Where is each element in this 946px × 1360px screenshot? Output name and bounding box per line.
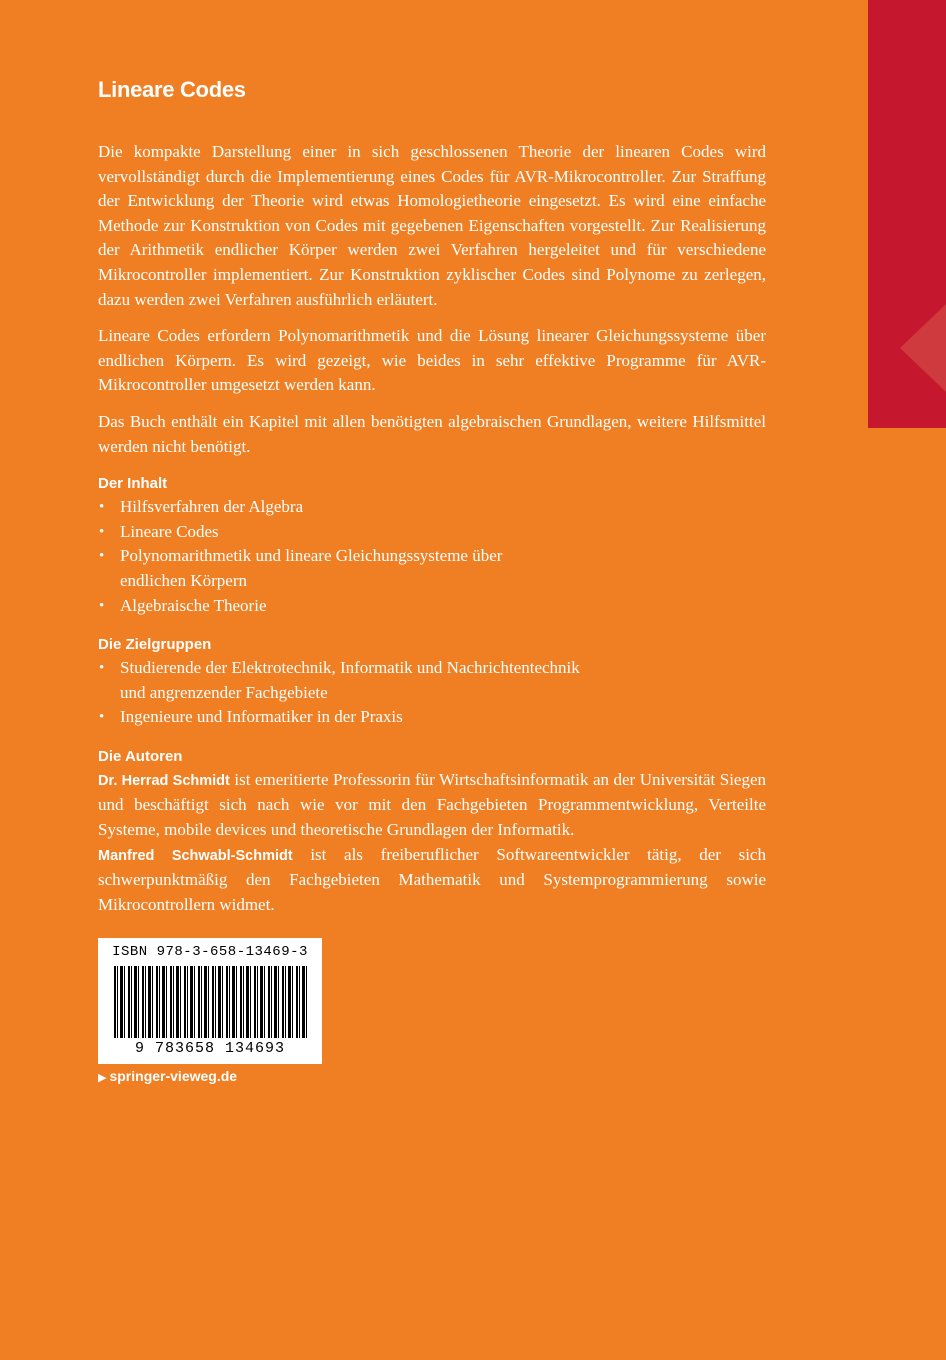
bullet-icon: •: [99, 709, 105, 726]
target-groups-heading: Die Zielgruppen: [98, 636, 212, 654]
bullet-icon: •: [99, 548, 105, 565]
bullet-icon: •: [99, 523, 105, 540]
barcode-bars: [114, 966, 310, 1038]
description-paragraph-2: Lineare Codes erfordern Polynomarithmetik und die Lösung linearer Gleichungssysteme über endlichen Körpern. Es wird gezeigt, wie beides in sehr effektive Programme für AVR-Mikrocontroller umgesetzt werden kann.: [98, 326, 766, 395]
list-item: • Polynomarithmetik und lineare Gleichungssysteme über endlichen Körpern: [99, 546, 503, 590]
author-2-name: Manfred Schwabl-Schmidt: [98, 847, 293, 864]
list-item: • Studierende der Elektrotechnik, Informatik und Nachrichtentechnik und angrenzender Fachgebiete: [99, 658, 580, 702]
book-title: Lineare Codes: [98, 77, 246, 102]
author-1-bio: [98, 768, 766, 843]
description-paragraph-1: Die kompakte Darstellung einer in sich geschlossenen Theorie der linearen Codes wird vervollständigt durch die Implementierung eines Codes für AVR-Mikrocontroller. Zur Straffung der Entwicklung der Theorie wird etwas Homologietheorie eingesetzt. Es wird eine einfache Methode zur Konstruktion von Codes mit gegebenen Eigenschaften vorgestellt. Zur Realisierung der Arithmetik endlicher Körper werden zwei Verfahren hergeleitet und für verschiedene Mikrocontroller implementiert. Zur Konstruktion zyklischer Codes sind Polynome zu zerlegen, dazu werden zwei Verfahren ausführlich erläutert.: [98, 142, 766, 309]
bullet-icon: •: [99, 499, 105, 516]
bullet-icon: •: [99, 660, 105, 677]
target-groups-list: [98, 656, 766, 730]
barcode-digits: 9 783658 134693: [134, 1040, 286, 1057]
bullet-icon: •: [99, 597, 105, 614]
author-2-text: ist als freiberuflicher Softwareentwickler tätig, der sich schwerpunktmäßig den Fachgebieten Mathematik und Systemprogrammierung sowie Mikrocontrollern widmet.: [98, 844, 766, 914]
website-url: springer-vieweg.de: [109, 1068, 238, 1084]
contents-list: [98, 495, 766, 618]
publisher-website: [98, 1068, 237, 1084]
list-item: • Ingenieure und Informatiker in der Praxis: [98, 705, 766, 730]
list-item: • Hilfsverfahren der Algebra: [98, 495, 766, 520]
author-1-text: ist emeritierte Professorin für Wirtschaftsinformatik an der Universität Siegen und beschäftigt sich nach wie vor mit den Fachgebieten Programmentwicklung, Verteilte Systeme, mobile devices und theoretische Grundlagen der Informatik.: [98, 769, 767, 840]
arrow-right-icon: ▶: [98, 1072, 107, 1084]
chevron-left-icon: [900, 304, 946, 392]
back-cover-text: [98, 76, 766, 917]
red-accent-bar: [868, 0, 946, 428]
description-paragraph-3: Das Buch enthält ein Kapitel mit allen benötigten algebraischen Grundlagen, weitere Hilfsmittel werden nicht benötigt.: [98, 411, 766, 456]
isbn-barcode: [98, 938, 322, 1064]
contents-heading: Der Inhalt: [98, 475, 168, 493]
list-item: • Algebraische Theorie: [98, 594, 766, 619]
author-1-name: Dr. Herrad Schmidt: [98, 772, 230, 789]
authors-heading: Die Autoren: [98, 747, 183, 765]
isbn-label: ISBN 978-3-658-13469-3: [112, 944, 308, 960]
author-2-bio: [98, 843, 766, 918]
list-item: • Lineare Codes: [98, 520, 766, 545]
